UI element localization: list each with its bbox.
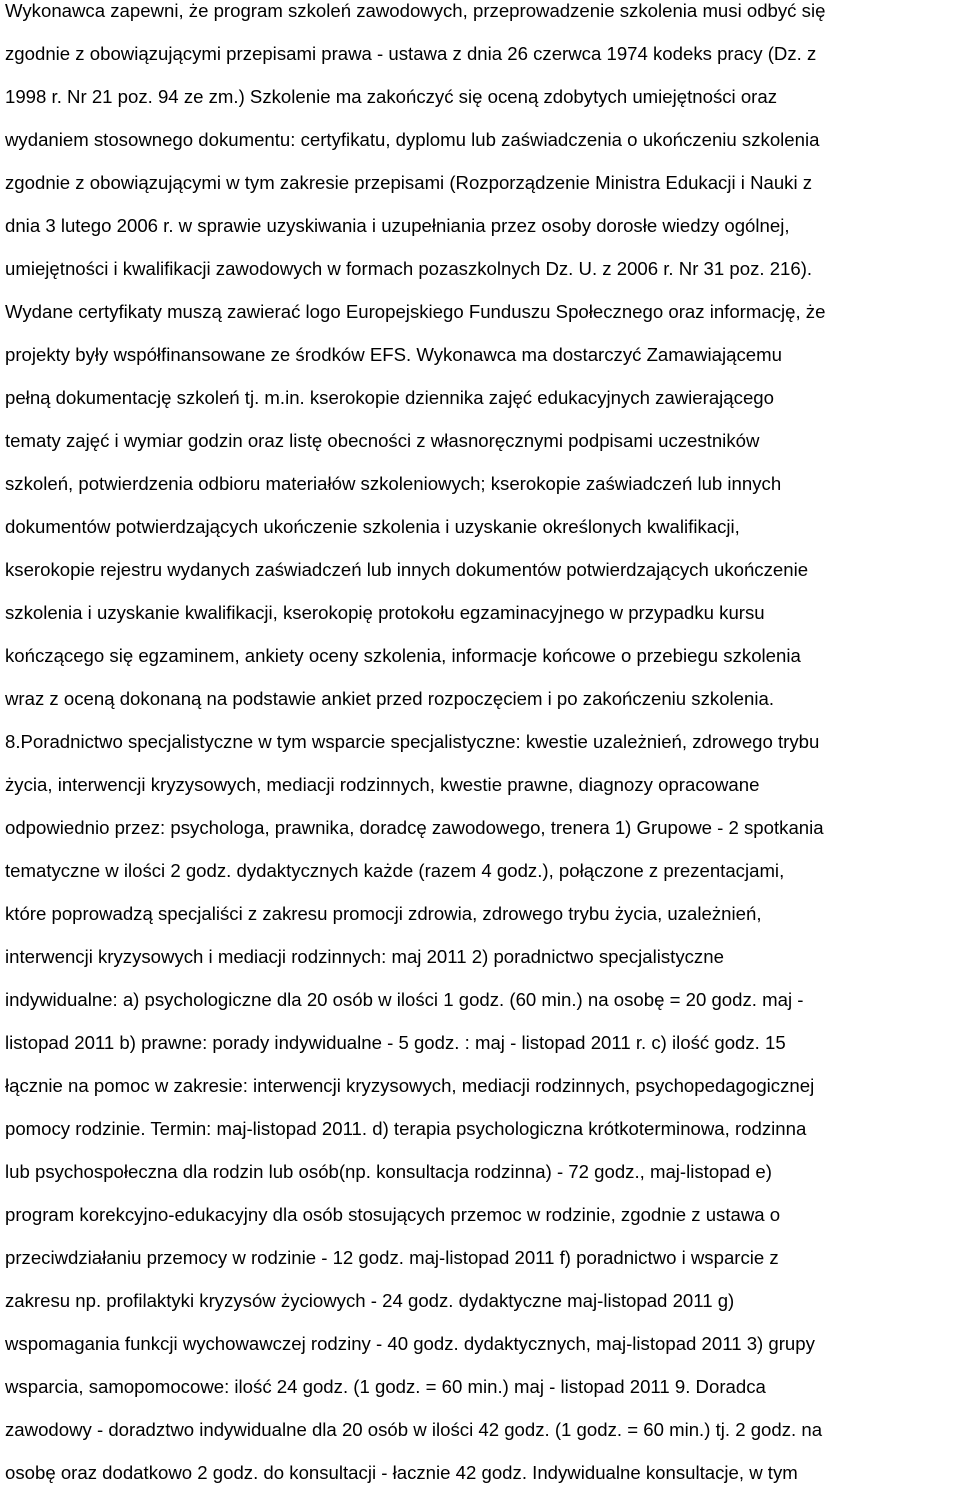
text-line: przeciwdziałaniu przemocy w rodzinie - 12 godz. maj-listopad 2011 f) poradnictwo i wsparcie z	[5, 1247, 779, 1268]
text-line: interwencji kryzysowych i mediacji rodzinnych: maj 2011 2) poradnictwo specjalistyczne	[5, 946, 724, 967]
text-line: życia, interwencji kryzysowych, mediacji rodzinnych, kwestie prawne, diagnozy opracowane	[5, 774, 760, 795]
text-line: zgodnie z obowiązującymi w tym zakresie przepisami (Rozporządzenie Ministra Edukacji i Nauki z	[5, 172, 813, 193]
text-line: dokumentów potwierdzających ukończenie szkolenia i uzyskanie określonych kwalifikacji,	[5, 516, 740, 537]
text-line: osobę oraz dodatkowo 2 godz. do konsultacji - łacznie 42 godz. Indywidualne konsultacje, w tym	[5, 1462, 798, 1483]
text-line: pomocy rodzinie. Termin: maj-listopad 2011. d) terapia psychologiczna krótkoterminowa, rodzinna	[5, 1118, 807, 1139]
text-line: program korekcyjno-edukacyjny dla osób stosujących przemoc w rodzinie, zgodnie z ustawa o	[5, 1204, 781, 1225]
text-line: umiejętności i kwalifikacji zawodowych w formach pozaszkolnych Dz. U. z 2006 r. Nr 31 poz. 216).	[5, 258, 813, 279]
text-line: zgodnie z obowiązującymi przepisami prawa - ustawa z dnia 26 czerwca 1974 kodeks pracy (Dz. z	[5, 43, 817, 64]
text-line: szkolenia i uzyskanie kwalifikacji, kserokopię protokołu egzaminacyjnego w przypadku kursu	[5, 602, 765, 623]
text-line: kończącego się egzaminem, ankiety oceny szkolenia, informacje końcowe o przebiegu szkolenia	[5, 645, 801, 666]
text-line: tematy zajęć i wymiar godzin oraz listę obecności z własnoręcznymi podpisami uczestników	[5, 430, 760, 451]
text-line: wraz z oceną dokonaną na podstawie ankiet przed rozpoczęciem i po zakończeniu szkolenia.	[5, 688, 774, 709]
text-line: wydaniem stosownego dokumentu: certyfikatu, dyplomu lub zaświadczenia o ukończeniu szkolenia	[5, 129, 820, 150]
text-line: indywidualne: a) psychologiczne dla 20 osób w ilości 1 godz. (60 min.) na osobę = 20 godz. maj -	[5, 989, 804, 1010]
text-line: Wykonawca zapewni, że program szkoleń zawodowych, przeprowadzenie szkolenia musi odbyć się	[5, 0, 826, 21]
text-line: lub psychospołeczna dla rodzin lub osób(np. konsultacja rodzinna) - 72 godz., maj-listopad e)	[5, 1161, 772, 1182]
text-line: zawodowy - doradztwo indywidualne dla 20 osób w ilości 42 godz. (1 godz. = 60 min.) tj. 2 godz. na	[5, 1419, 823, 1440]
text-line: 1998 r. Nr 21 poz. 94 ze zm.) Szkolenie ma zakończyć się oceną zdobytych umiejętności oraz	[5, 86, 778, 107]
text-line: Wydane certyfikaty muszą zawierać logo Europejskiego Funduszu Społecznego oraz informację, że	[5, 301, 826, 322]
text-line: wspomagania funkcji wychowawczej rodziny - 40 godz. dydaktycznych, maj-listopad 2011 3) grupy	[5, 1333, 815, 1354]
text-line: pełną dokumentację szkoleń tj. m.in. kserokopie dziennika zajęć edukacyjnych zawierającego	[5, 387, 774, 408]
text-line: szkoleń, potwierdzenia odbioru materiałów szkoleniowych; kserokopie zaświadczeń lub innych	[5, 473, 782, 494]
text-line: kserokopie rejestru wydanych zaświadczeń lub innych dokumentów potwierdzających ukończenie	[5, 559, 809, 580]
text-line: projekty były współfinansowane ze środków EFS. Wykonawca ma dostarczyć Zamawiającemu	[5, 344, 782, 365]
text-line: zakresu np. profilaktyki kryzysów życiowych - 24 godz. dydaktyczne maj-listopad 2011 g)	[5, 1290, 735, 1311]
text-line: tematyczne w ilości 2 godz. dydaktycznych każde (razem 4 godz.), połączone z prezentacjami,	[5, 860, 785, 881]
text-line: dnia 3 lutego 2006 r. w sprawie uzyskiwania i uzupełniania przez osoby dorosłe wiedzy ogólnej,	[5, 215, 790, 236]
text-line: wsparcia, samopomocowe: ilość 24 godz. (1 godz. = 60 min.) maj - listopad 2011 9. Doradca	[5, 1376, 766, 1397]
text-line: listopad 2011 b) prawne: porady indywidualne - 5 godz. : maj - listopad 2011 r. c) ilość godz. 15	[5, 1032, 786, 1053]
text-line: które poprowadzą specjaliści z zakresu promocji zdrowia, zdrowego trybu życia, uzależnień,	[5, 903, 762, 924]
text-line: 8.Poradnictwo specjalistyczne w tym wsparcie specjalistyczne: kwestie uzależnień, zdrowego trybu	[5, 731, 820, 752]
text-line: łącznie na pomoc w zakresie: interwencji kryzysowych, mediacji rodzinnych, psychopedagogicznej	[5, 1075, 815, 1096]
text-line: odpowiednio przez: psychologa, prawnika, doradcę zawodowego, trenera 1) Grupowe - 2 spotkania	[5, 817, 824, 838]
